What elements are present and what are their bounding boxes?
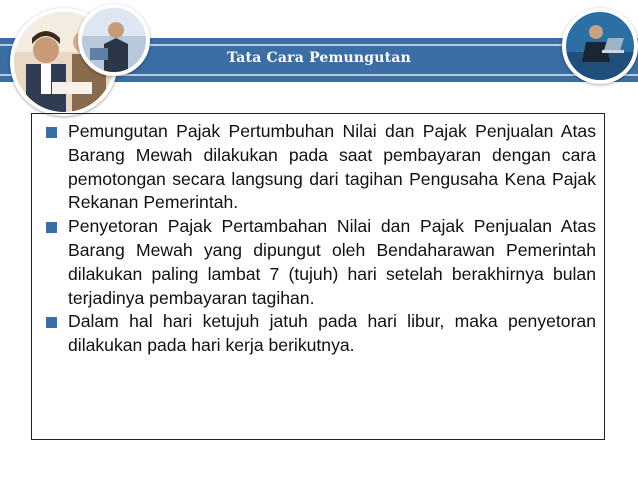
businessman-laptop-photo <box>562 8 638 84</box>
bullet-text: Penyetoran Pajak Pertambahan Nilai dan Pajak Penjualan Atas Barang Mewah yang dipungut oleh Bendaharawan Pemerintah dilakukan paling lambat 7 (tujuh) hari setelah berakhirnya bulan terjadinya pembayaran tagihan. <box>68 216 596 308</box>
bullet-item <box>42 215 596 310</box>
bullet-list <box>42 120 596 358</box>
slide-title: Tata Cara Pemungutan <box>226 50 411 66</box>
bullet-item <box>42 310 596 358</box>
bullet-text: Pemungutan Pajak Pertumbuhan Nilai dan Pajak Penjualan Atas Barang Mewah dilakukan pada saat pembayaran dengan cara pemotongan secara langsung dari tagihan Pengusaha Kena Pajak Rekanan Pemerintah. <box>68 121 596 213</box>
square-bullet-icon <box>46 317 57 328</box>
content-box <box>31 113 605 440</box>
bullet-item <box>42 120 596 215</box>
square-bullet-icon <box>46 127 57 138</box>
square-bullet-icon <box>46 222 57 233</box>
bullet-text: Dalam hal hari ketujuh jatuh pada hari libur, maka penyetoran dilakukan pada hari kerja berikutnya. <box>68 311 596 356</box>
